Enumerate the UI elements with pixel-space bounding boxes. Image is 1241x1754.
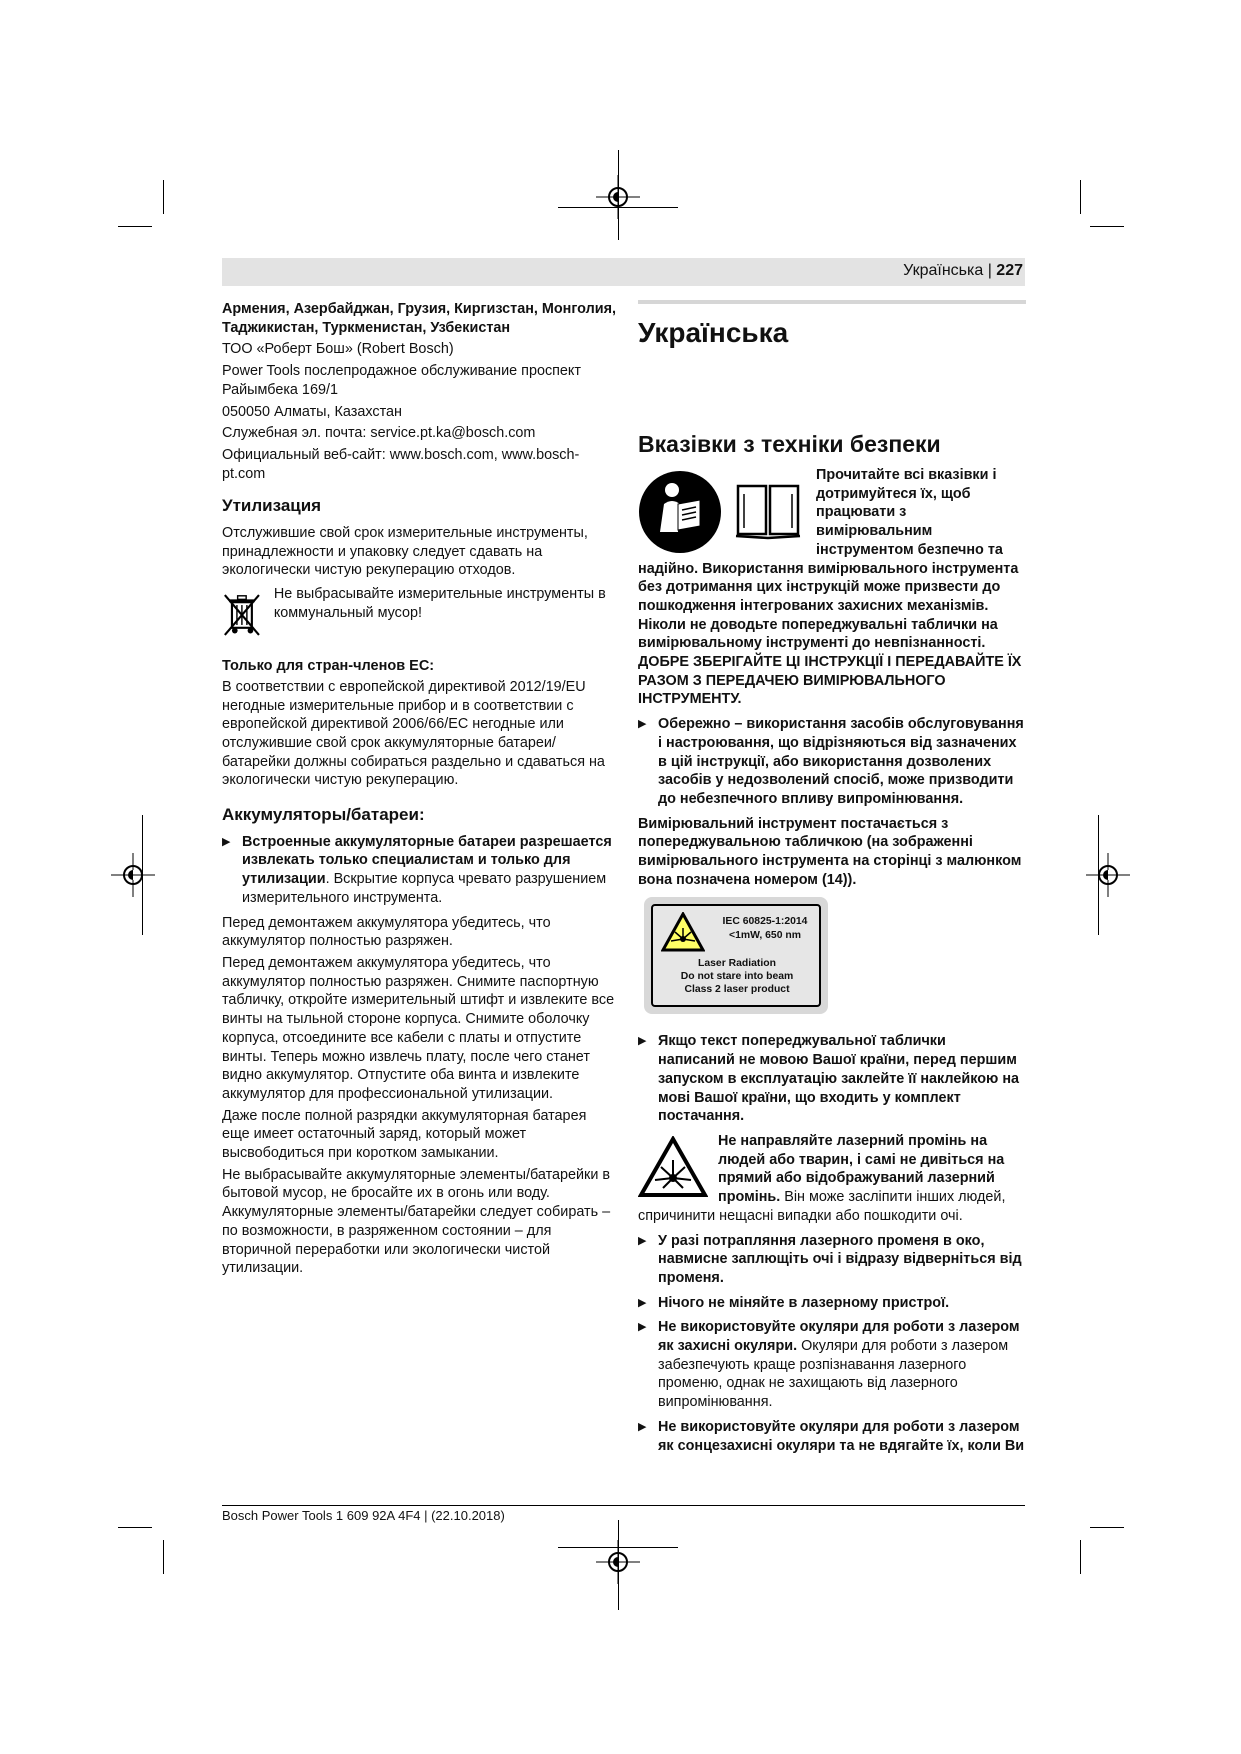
safety-bullet-5-rest: Окуляри для роботи з лазером забезпечують краще розпізнавання лазерного променю, однак не захищають від лазерного випромінювання. — [658, 1338, 1009, 1411]
registration-line — [618, 1520, 619, 1610]
contact-line: Служебная эл. почта: service.pt.ka@bosch.com — [222, 425, 536, 442]
batteries-bullet-rest: . Вскрытие корпуса чревато разрушением измерительного инструмента. — [242, 871, 607, 906]
crop-mark — [1080, 180, 1081, 214]
disposal-text: Отслужившие свой срок измерительные инструменты, принадлежности и упаковку следует сдавать на экологически чистую рекуперацию отходов. — [222, 525, 588, 579]
safety-bullet-6-text: Не використовуйте окуляри для роботи з лазером як сонцезахисні окуляри та не вдягайте їх, коли Ви — [658, 1418, 1025, 1454]
open-book-icon — [734, 478, 802, 540]
safety-intro: Прочитайте всі вказівки і дотримуйтеся їх, щоб працювати з вимірювальним інструментом безпечно та надійно. Використання вимірювального інструмента без дотримання цих інструкцій може призвести до пошкодження інтегрованих захисних механізмів. Ніколи не доводьте попереджувальні таблички на вимірювальному інструменті до невпізнанності. ДОБРЕ ЗБЕРІГАЙТЕ ЦІ ІНСТРУКЦІЇ І ПЕРЕДАВАЙТЕ ЇХ РАЗОМ З ПЕРЕДАЧЕЮ ВИМІРЮВАЛЬНОГО ІНСТРУМЕНТУ. — [638, 467, 1022, 708]
label-line-1: Laser Radiation — [698, 958, 776, 970]
eu-text: В соответствии с европейской директивой 2012/19/EU негодные измерительные прибор и в соответствии с европейской директивой 2006/66/EC негодные или отслужившие свой срок аккумуляторные батареи/батарейки должны собираться раздельно и сдаваться на экологически чистую рекуперацию. — [222, 678, 605, 789]
registration-line — [618, 150, 619, 240]
safety-bullet-5 — [638, 1318, 1026, 1412]
batteries-bullet-bold: Встроенные аккумуляторные батареи разрешается извлекать только специалистам и только для утилизации — [242, 833, 612, 888]
contact-line: Официальный веб-сайт: www.bosch.com, www.bosch-pt.com — [222, 446, 580, 482]
laser-warning-label-inner — [651, 904, 821, 1007]
battery-para-3: Даже после полной разрядки аккумуляторная батарея еще имеет остаточный заряд, который может высвободиться при коротком замыкании. — [222, 1107, 587, 1162]
safety-heading: Вказівки з техніки безпеки — [638, 431, 941, 457]
disposal-heading: Утилизация — [222, 496, 322, 516]
safety-bullet-1 — [638, 715, 1026, 809]
laser-hazard-icon — [638, 1136, 708, 1198]
registration-mark-left — [123, 865, 143, 885]
laser-warning-icon — [661, 912, 705, 952]
safety-bullet-5-bold: Не використовуйте окуляри для роботи з лазером як захисні окуляри. — [658, 1319, 1020, 1355]
footer-rule — [222, 1505, 1025, 1506]
safety-bullet-2 — [638, 1032, 1026, 1126]
crop-mark — [1080, 1540, 1081, 1574]
eu-heading: Только для стран-членов ЕС: — [222, 658, 435, 675]
safety-bullet-6 — [638, 1418, 1026, 1455]
crop-mark — [1090, 226, 1124, 227]
registration-line — [142, 815, 143, 935]
read-manual-icon — [638, 470, 722, 554]
left-column — [222, 300, 618, 1281]
label-power: <1mW, 650 nm — [729, 930, 801, 942]
label-intro: Вимірювальний інструмент постачається з попереджувальною табличкою (на зображенні вимірювального інструмента на сторінці з малюнком вона позначена номером (14)). — [638, 815, 1022, 888]
label-line-3: Class 2 laser product — [684, 984, 790, 996]
safety-bullet-4-text: Нічого не міняйте в лазерному пристрої. — [658, 1294, 950, 1311]
page-header: Українська | 227 — [903, 262, 1023, 279]
page-title: Українська — [638, 317, 789, 348]
safety-bullet-4 — [638, 1294, 1026, 1313]
laser-warning-bold: Не направляйте лазерний промінь на людей або тварин, і самі не дивіться на прямий або відображуваний лазерний промінь. — [718, 1132, 1005, 1206]
title-rule — [638, 300, 1026, 304]
battery-para-4: Не выбрасывайте аккумуляторные элементы/батарейки в бытовой мусор, не бросайте их в огонь или воду. Аккумуляторные элементы/батарейки следует собирать – по возможности, в разряженном состоянии – для вторичной переработки или экологически чистой утилизации. — [222, 1166, 611, 1277]
crop-mark — [1090, 1527, 1124, 1528]
label-standard: IEC 60825-1:2014 — [722, 916, 808, 928]
safety-bullet-3-text: У разі потрапляння лазерного променя в око, навмисне заплющіть очі і відразу відверніться від променя. — [658, 1232, 1022, 1286]
battery-para-1: Перед демонтажем аккумулятора убедитесь, что аккумулятор полностью разряжен. — [222, 914, 551, 950]
laser-warning-rest: Він може засліпити інших людей, спричинити нещасні випадки або пошкодити очі. — [638, 1189, 1006, 1224]
crossed-bin-icon — [222, 583, 262, 647]
contact-line: ТОО «Роберт Бош» (Robert Bosch) — [222, 341, 454, 358]
contact-line: 050050 Алматы, Казахстан — [222, 403, 402, 420]
bin-text: Не выбрасывайте измерительные инструменты в коммунальный мусор! — [273, 586, 606, 621]
footer: Bosch Power Tools 1 609 92A 4F4 | (22.10.2018) — [222, 1508, 505, 1523]
safety-bullet-1-text: Обережно – використання засобів обслуговування і настроювання, що відрізняються від зазначених в цій інструкції, або використання дозволених засобів у недозволений спосіб, може призводити до небезпечного впливу випромінювання. — [658, 716, 1024, 807]
contact-line: Power Tools послепродажное обслуживание проспект Райымбека 169/1 — [222, 363, 581, 398]
right-column — [638, 300, 1026, 1461]
registration-line — [1098, 815, 1099, 935]
crop-mark — [118, 1527, 152, 1528]
laser-warning-label — [644, 897, 828, 1014]
battery-para-2: Перед демонтажем аккумулятора убедитесь, что аккумулятор полностью разряжен. Снимите паспортную табличку, откройте измерительный штифт и извлеките все винты на тыльной стороне корпуса. Снимите оболочку корпуса, отсоедините все кабели с платы и отпустите винты. Теперь можно извлечь плату, после чего станет видно аккумулятор. Отпустите оба винта и извлеките аккумулятор для профессиональной утилизации. — [222, 954, 615, 1102]
header-language: Українська — [903, 262, 984, 279]
crop-mark — [163, 1540, 164, 1574]
page-number: 227 — [996, 262, 1023, 279]
batteries-heading: Аккумуляторы/батареи: — [222, 805, 425, 825]
contact-heading: Армения, Азербайджан, Грузия, Киргизстан, Монголия, Таджикистан, Туркменистан, Узбекистан — [222, 301, 616, 336]
bin-notice — [222, 583, 618, 647]
safety-bullet-3 — [638, 1232, 1026, 1288]
batteries-bullet — [222, 833, 618, 908]
crop-mark — [163, 180, 164, 214]
safety-bullet-2-text: Якщо текст попереджувальної таблички написаний не мовою Вашої країни, перед першим запуском в експлуатацію заклейте її наклейкою на мові Вашої країни, що входить у комплект постачання. — [658, 1033, 1020, 1125]
crop-mark — [118, 226, 152, 227]
registration-mark-right — [1098, 865, 1118, 885]
label-line-2: Do not stare into beam — [680, 971, 794, 983]
